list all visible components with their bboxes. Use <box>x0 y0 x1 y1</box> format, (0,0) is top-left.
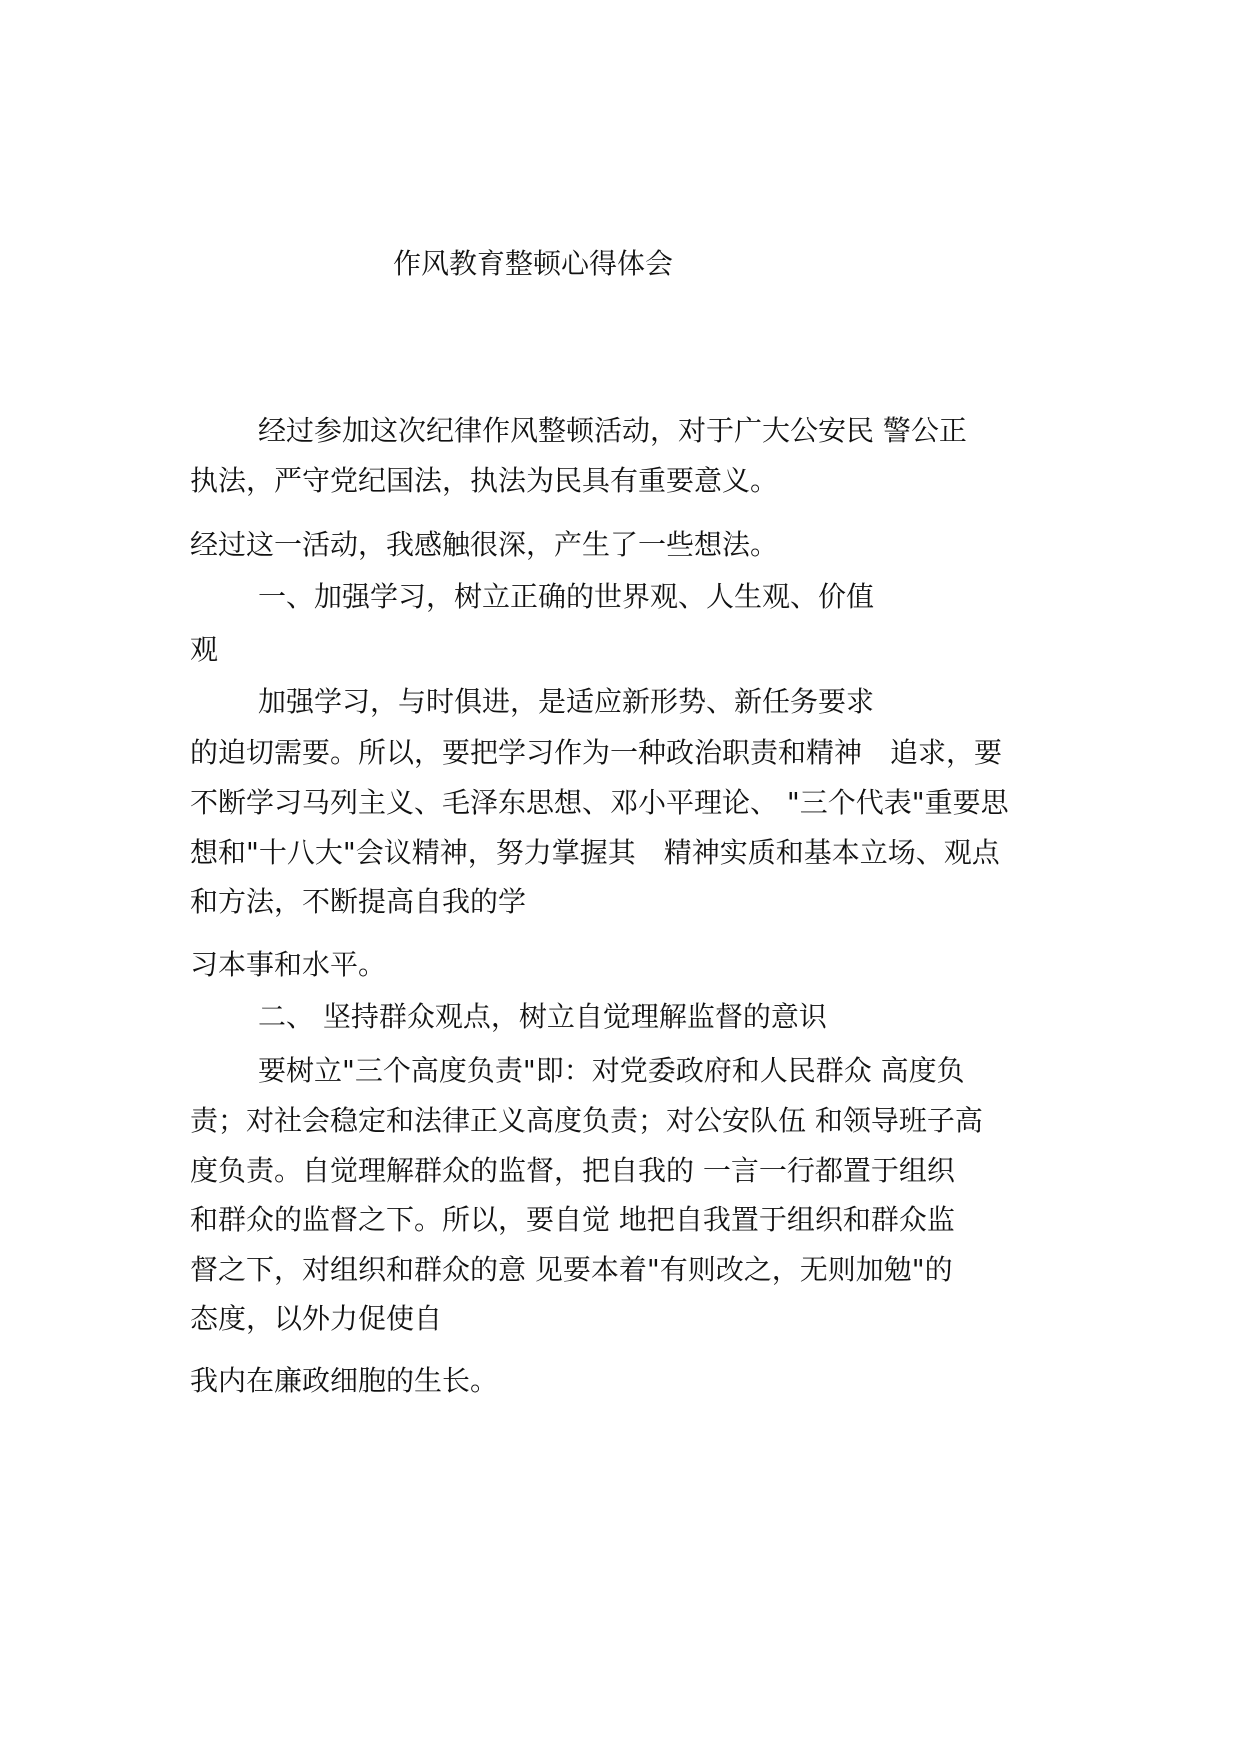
paragraph-line: 经过这一活动，我感触很深，产生了一些想法。 <box>190 528 779 561</box>
paragraph-line: 不断学习马列主义、毛泽东思想、邓小平理论、 "三个代表"重要思 <box>190 786 1009 819</box>
paragraph-line: 执法，严守党纪国法，执法为民具有重要意义。 <box>190 464 779 497</box>
paragraph-line: 要树立"三个高度负责"即：对党委政府和人民群众 高度负 <box>258 1054 965 1087</box>
paragraph-line: 习本事和水平。 <box>190 948 387 981</box>
paragraph-line: 和方法，不断提高自我的学 <box>190 885 527 918</box>
paragraph-line: 和群众的监督之下。所以，要自觉 地把自我置于组织和群众监 <box>190 1203 955 1236</box>
section-heading-1-cont: 观 <box>190 633 219 666</box>
paragraph-line: 督之下，对组织和群众的意 见要本着"有则改之，无则加勉"的 <box>190 1253 953 1286</box>
paragraph-line: 想和"十八大"会议精神，努力掌握其 精神实质和基本立场、观点 <box>190 836 1000 869</box>
paragraph-line: 度负责。自觉理解群众的监督，把自我的 一言一行都置于组织 <box>190 1154 955 1187</box>
paragraph-line: 加强学习，与时俱进，是适应新形势、新任务要求 <box>258 685 875 718</box>
paragraph-line: 责；对社会稳定和法律正义高度负责；对公安队伍 和领导班子高 <box>190 1104 983 1137</box>
section-heading-1: 一、加强学习，树立正确的世界观、人生观、价值 <box>258 580 875 613</box>
paragraph-line: 我内在廉政细胞的生长。 <box>190 1364 499 1397</box>
paragraph-line: 经过参加这次纪律作风整顿活动，对于广大公安民 警公正 <box>258 414 967 447</box>
paragraph-line: 的迫切需要。所以，要把学习作为一种政治职责和精神 追求，要 <box>190 736 1003 769</box>
paragraph-line: 态度，以外力促使自 <box>190 1302 443 1335</box>
section-heading-2: 二、 坚持群众观点，树立自觉理解监督的意识 <box>258 1000 827 1033</box>
document-title: 作风教育整顿心得体会 <box>393 247 674 280</box>
